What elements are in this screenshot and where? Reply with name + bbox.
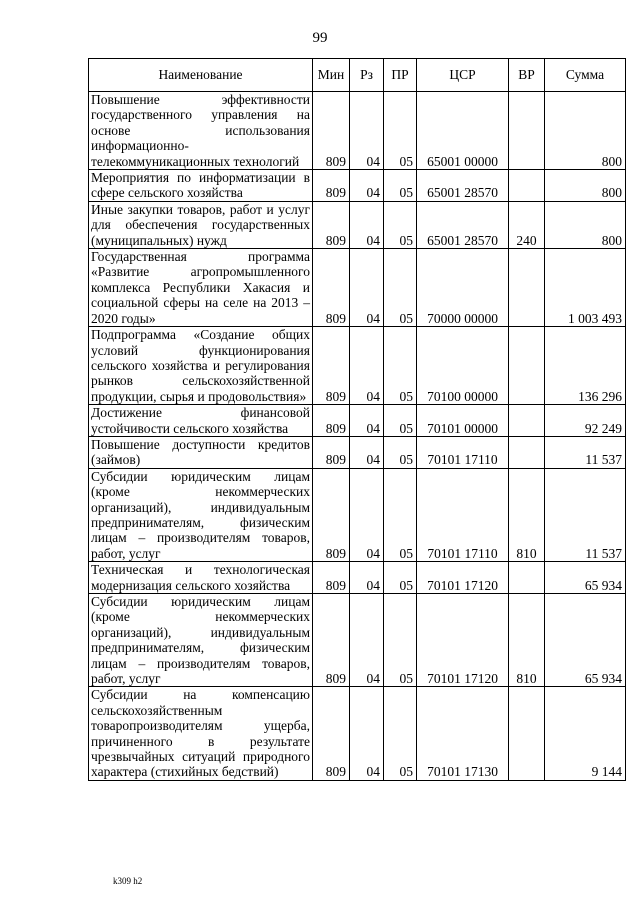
row-sum: 136 296: [545, 327, 626, 405]
row-vr: 240: [509, 201, 545, 248]
row-vr: [509, 327, 545, 405]
row-rz: 04: [350, 594, 384, 687]
row-sum: 9 144: [545, 687, 626, 780]
table-row: [89, 436, 626, 468]
table-row: [89, 327, 626, 405]
row-rz: 04: [350, 249, 384, 327]
table-row: [89, 468, 626, 561]
row-min: 809: [313, 327, 350, 405]
row-name: Техническая и технологическая модернизация сельского хозяйства: [89, 562, 313, 594]
row-vr: [509, 170, 545, 202]
budget-table: [88, 58, 626, 781]
row-csr: 70101 17130: [417, 687, 509, 780]
row-min: 809: [313, 594, 350, 687]
table-row: [89, 562, 626, 594]
row-sum: 800: [545, 201, 626, 248]
header-name: Наименование: [89, 59, 313, 92]
row-csr: 65001 00000: [417, 92, 509, 170]
row-csr: 70101 00000: [417, 405, 509, 437]
row-pr: 05: [384, 327, 417, 405]
row-min: 809: [313, 562, 350, 594]
table-row: [89, 92, 626, 170]
row-sum: 11 537: [545, 436, 626, 468]
page-number: 99: [312, 30, 328, 46]
row-name: Субсидии юридическим лицам (кроме некоммерческих организаций), индивидуальным предпринимателям, физическим лицам – производителям товаров, работ, услуг: [89, 468, 313, 561]
row-vr: 810: [509, 594, 545, 687]
row-pr: 05: [384, 468, 417, 561]
row-min: 809: [313, 201, 350, 248]
header-min: Мин: [313, 59, 350, 92]
row-vr: [509, 405, 545, 437]
table-row: [89, 201, 626, 248]
row-name: Подпрограмма «Создание общих условий функционирования сельского хозяйства и регулирования рынков сельскохозяйственной продукции, сырья и продовольствия»: [89, 327, 313, 405]
row-name: Повышение эффективности государственного управления на основе использования информационно-телекоммуникационных технологий: [89, 92, 313, 170]
header-pr: ПР: [384, 59, 417, 92]
header-csr: ЦСР: [417, 59, 509, 92]
row-vr: 810: [509, 468, 545, 561]
row-csr: 70101 17120: [417, 562, 509, 594]
table-row: [89, 249, 626, 327]
row-csr: 70101 17120: [417, 594, 509, 687]
header-vr: ВР: [509, 59, 545, 92]
table-header-row: [89, 59, 626, 92]
row-sum: 92 249: [545, 405, 626, 437]
row-sum: 800: [545, 92, 626, 170]
row-pr: 05: [384, 436, 417, 468]
header-sum: Сумма: [545, 59, 626, 92]
row-vr: [509, 562, 545, 594]
row-name: Мероприятия по информатизации в сфере сельского хозяйства: [89, 170, 313, 202]
row-pr: 05: [384, 687, 417, 780]
row-sum: 800: [545, 170, 626, 202]
row-name: Иные закупки товаров, работ и услуг для обеспечения государственных (муниципальных) нужд: [89, 201, 313, 248]
row-vr: [509, 436, 545, 468]
row-name: Государственная программа «Развитие агропромышленного комплекса Республики Хакасия и социальной сферы на селе на 2013 – 2020 годы»: [89, 249, 313, 327]
row-rz: 04: [350, 687, 384, 780]
row-rz: 04: [350, 562, 384, 594]
row-min: 809: [313, 92, 350, 170]
row-pr: 05: [384, 201, 417, 248]
row-rz: 04: [350, 436, 384, 468]
row-min: 809: [313, 436, 350, 468]
header-rz: Рз: [350, 59, 384, 92]
row-sum: 11 537: [545, 468, 626, 561]
row-vr: [509, 687, 545, 780]
row-pr: 05: [384, 562, 417, 594]
row-sum: 65 934: [545, 562, 626, 594]
row-min: 809: [313, 249, 350, 327]
row-name: Субсидии на компенсацию сельскохозяйственным товаропроизводителям ущерба, причиненного в результате чрезвычайных ситуаций природного характера (стихийных бедствий): [89, 687, 313, 780]
row-csr: 70101 17110: [417, 468, 509, 561]
row-min: 809: [313, 468, 350, 561]
row-csr: 70101 17110: [417, 436, 509, 468]
row-vr: [509, 92, 545, 170]
row-rz: 04: [350, 468, 384, 561]
row-csr: 65001 28570: [417, 201, 509, 248]
row-sum: 1 003 493: [545, 249, 626, 327]
row-rz: 04: [350, 405, 384, 437]
table-row: [89, 594, 626, 687]
row-min: 809: [313, 687, 350, 780]
row-rz: 04: [350, 201, 384, 248]
row-rz: 04: [350, 92, 384, 170]
row-name: Субсидии юридическим лицам (кроме некоммерческих организаций), индивидуальным предпринимателям, физическим лицам – производителям товаров, работ, услуг: [89, 594, 313, 687]
row-name: Достижение финансовой устойчивости сельского хозяйства: [89, 405, 313, 437]
row-csr: 70000 00000: [417, 249, 509, 327]
row-pr: 05: [384, 170, 417, 202]
table-row: [89, 170, 626, 202]
row-pr: 05: [384, 405, 417, 437]
table-row: [89, 687, 626, 780]
row-sum: 65 934: [545, 594, 626, 687]
row-min: 809: [313, 405, 350, 437]
row-csr: 65001 28570: [417, 170, 509, 202]
row-min: 809: [313, 170, 350, 202]
row-vr: [509, 249, 545, 327]
row-pr: 05: [384, 249, 417, 327]
row-name: Повышение доступности кредитов (займов): [89, 436, 313, 468]
row-csr: 70100 00000: [417, 327, 509, 405]
footer-code: k309 h2: [113, 876, 143, 886]
row-rz: 04: [350, 327, 384, 405]
table-row: [89, 405, 626, 437]
row-rz: 04: [350, 170, 384, 202]
row-pr: 05: [384, 594, 417, 687]
row-pr: 05: [384, 92, 417, 170]
